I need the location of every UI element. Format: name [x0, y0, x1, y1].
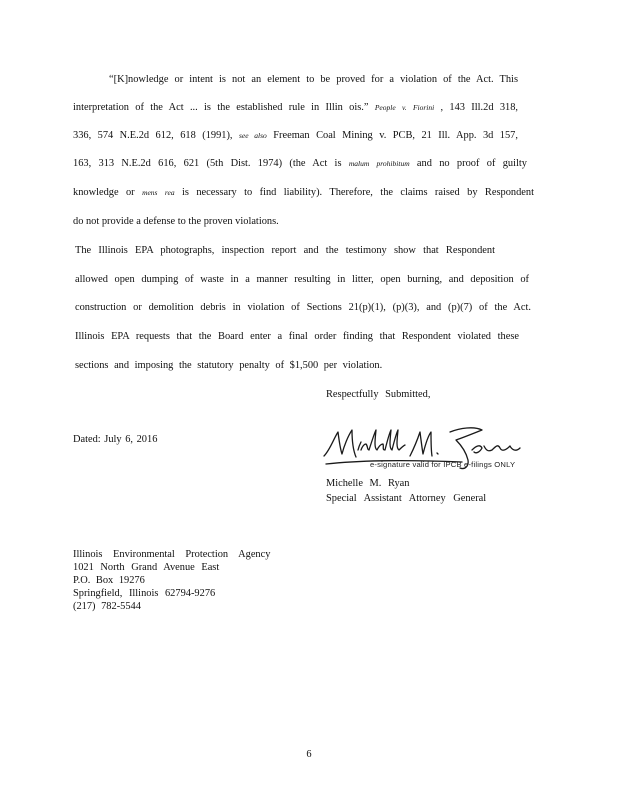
quote-line-3-case: Freeman Coal Mining v. PCB, 21 Ill. App. 3d 157,	[273, 130, 518, 141]
quote-line-3	[73, 129, 518, 142]
e-signature-note: e-signature valid for IPCB e-filings ONLY	[370, 460, 516, 469]
conclusion-line-4: Illinois EPA requests that the Board enter a final order finding that Respondent violated these	[75, 331, 519, 342]
quote-line-2	[73, 101, 518, 114]
conclusion-line-1: The Illinois EPA photographs, inspection report and the testimony show that Respondent	[75, 245, 495, 256]
quote-line-1: “[K]nowledge or intent is not an element to be proved for a violation of the Act. This	[109, 74, 518, 85]
address-line-2: 1021 North Grand Avenue East	[73, 562, 220, 573]
quote-line-4-text: 163, 313 N.E.2d 616, 621 (5th Dist. 1974) (the Act is	[73, 158, 342, 169]
date-line: Dated: July 6, 2016	[73, 434, 158, 445]
latin-malum: malum	[348, 159, 370, 168]
conclusion-line-5: sections and imposing the statutory penalty of $1,500 per violation.	[75, 360, 383, 371]
quote-line-2-citation: , 143 Ill.2d 318,	[440, 102, 518, 113]
quote-line-4-rest: and no proof of guilty	[416, 158, 527, 169]
case-name-fiorini: Fiorini	[412, 103, 435, 112]
conclusion-line-2: allowed open dumping of waste in a manner resulting in litter, open burning, and deposition of	[75, 274, 529, 285]
quote-line-5-rest: is necessary to find liability). Therefore, the claims raised by Respondent	[182, 187, 534, 198]
agency-address	[73, 548, 270, 613]
address-line-5: (217) 782-5544	[73, 601, 141, 612]
latin-mens: mens	[142, 188, 158, 197]
quote-line-3-citation: 336, 574 N.E.2d 612, 618 (1991),	[73, 130, 233, 141]
latin-prohibitum: prohibitum	[376, 159, 410, 168]
latin-rea: rea	[164, 188, 175, 197]
quote-line-5-text: knowledge or	[73, 187, 135, 198]
conclusion-line-3: construction or demolition debris in violation of Sections 21(p)(1), (p)(3), and (p)(7) of the Act.	[75, 302, 531, 313]
case-name-v: v.	[401, 103, 407, 112]
quote-line-5	[73, 186, 534, 199]
see-also-signal: see also	[239, 131, 267, 140]
quote-line-2-text: interpretation of the Act ... is the established rule in Illin ois.”	[73, 102, 369, 113]
page-number: 6	[306, 749, 312, 760]
case-name-people: People	[374, 103, 396, 112]
address-line-1: Illinois Environmental Protection Agency	[73, 549, 271, 560]
salutation: Respectfully Submitted,	[326, 389, 431, 400]
signer-title: Special Assistant Attorney General	[326, 493, 487, 504]
signer-name: Michelle M. Ryan	[326, 478, 410, 489]
address-line-3: P.O. Box 19276	[73, 575, 145, 586]
quote-line-4	[73, 157, 527, 170]
address-line-4: Springfield, Illinois 62794-9276	[73, 588, 216, 599]
quote-line-6: do not provide a defense to the proven violations.	[73, 216, 279, 227]
